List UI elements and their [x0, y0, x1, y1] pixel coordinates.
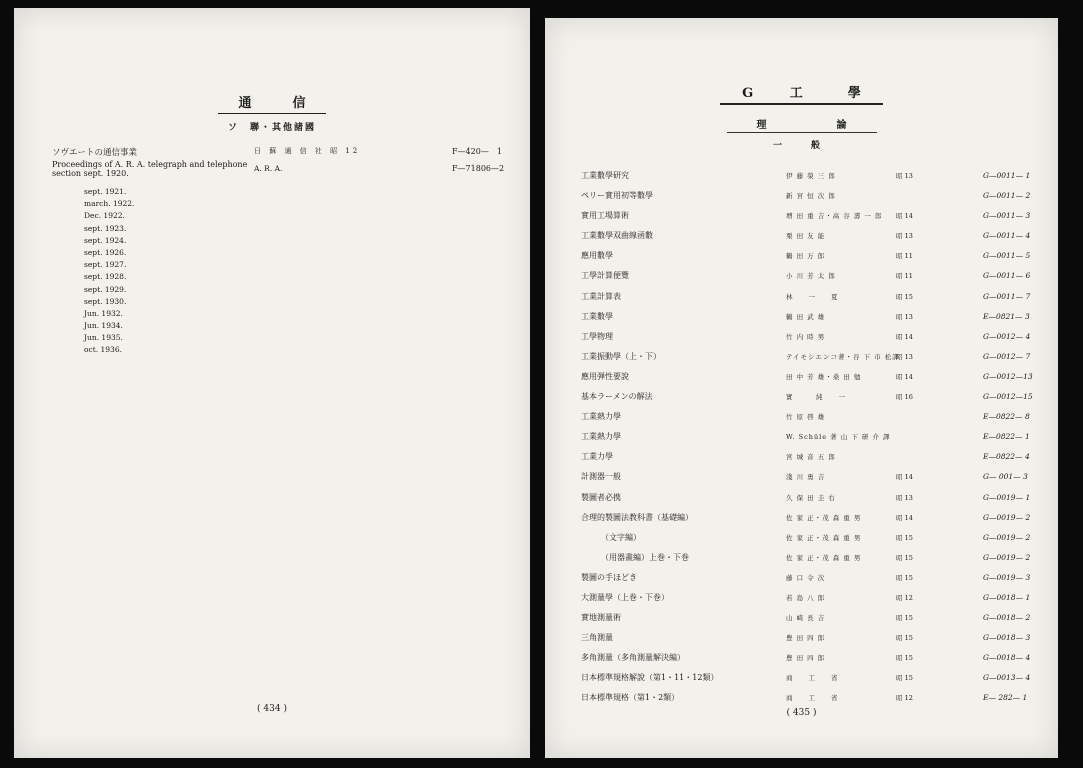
catalog-row — [581, 307, 1051, 327]
entry-author: 佐 家 正・茂 森 重 男 — [786, 513, 862, 522]
entry-year: 昭 14 — [896, 513, 913, 522]
entry-call-number: G—0012— 4 — [983, 331, 1031, 341]
entry-call-number: E—0822— 8 — [983, 412, 1030, 422]
entry-call-number: G—0018— 2 — [983, 613, 1031, 623]
issue-date: sept. 1923. — [84, 223, 127, 233]
entry-year: 昭 15 — [896, 674, 913, 683]
catalog-row — [581, 488, 1051, 508]
catalog-row — [581, 327, 1051, 347]
entry-title: 日本標準規格解說（第1・11・12類） — [581, 673, 719, 683]
entry-title: 實地測量術 — [581, 613, 621, 623]
catalog-row — [581, 467, 1051, 487]
entry-call-number: G—0011— 6 — [983, 271, 1031, 281]
entry-author: W. Schüle 著 山 下 研 介 譯 — [786, 433, 891, 442]
entry-call-number: G—0019— 2 — [983, 552, 1031, 562]
entry-call-number: G—0011— 2 — [983, 191, 1031, 201]
catalog-row — [581, 427, 1051, 447]
entry-call-number: G—0013— 4 — [983, 673, 1031, 683]
entry-call-number: G—0018— 4 — [983, 653, 1031, 663]
entry-year: 昭 15 — [896, 292, 913, 301]
issue-date: oct. 1936. — [84, 345, 122, 355]
entry-author: 田 中 芳 雄・桑 田 勉 — [786, 372, 862, 381]
entry-year: 昭 14 — [896, 212, 913, 221]
entry-call-number: G—0019— 2 — [983, 532, 1031, 542]
entry-call-number: E—0821— 3 — [983, 311, 1030, 321]
entry-author: 竹 内 時 男 — [786, 332, 826, 341]
section-subtitle: ソ 聯・其他諸國 — [227, 123, 316, 133]
entry-author: 久 保 田 圭 右 — [786, 493, 836, 502]
entry-title: 應用數學 — [581, 251, 613, 261]
entry-year: 昭 14 — [896, 332, 913, 341]
entry-author: テイモシエンコ著・谷 下 市 松譯 — [786, 352, 900, 361]
catalog-row — [581, 648, 1051, 668]
entry-call-number: E—0822— 4 — [983, 452, 1030, 462]
issue-date: Jun. 1935. — [84, 333, 123, 343]
issue-date: sept. 1921. — [84, 187, 127, 196]
entry-author: 増 田 重 吉・高 谷 壽 一 郎 — [786, 212, 883, 221]
entry-call-number: G—0012— 7 — [983, 351, 1031, 361]
entry-title: 工學物理 — [581, 331, 613, 341]
issue-date: sept. 1930. — [84, 296, 127, 306]
entry-year: 昭 15 — [896, 533, 913, 542]
entry-year: 昭 11 — [896, 272, 913, 281]
entry-author: 小 川 芳 太 郎 — [786, 272, 836, 281]
entry-title: ペリー實用初等數學 — [581, 191, 653, 201]
catalog-row — [581, 608, 1051, 628]
catalog-row — [581, 387, 1051, 407]
entry-year: 昭 13 — [896, 352, 913, 361]
catalog-row — [581, 206, 1051, 226]
catalog-row — [581, 668, 1051, 688]
entry-author: 伊 藤 榮 三 郎 — [786, 172, 836, 180]
entry-author: 商 工 省 — [786, 694, 839, 703]
catalog-row — [581, 226, 1051, 246]
entry-call-number: G—0018— 1 — [983, 592, 1031, 602]
entry-year: 昭 14 — [896, 372, 913, 381]
catalog-row — [581, 367, 1051, 387]
catalog-row — [581, 528, 1051, 548]
entry-title: 工業熱力學 — [581, 432, 621, 442]
entry-author: 豊 田 四 郎 — [786, 634, 826, 643]
entry-title: ソヴエートの通信事業 — [52, 148, 138, 158]
entry-publisher: A. R. A. — [254, 164, 283, 173]
entry-author: 若 島 八 郎 — [786, 593, 826, 602]
catalog-row — [581, 407, 1051, 427]
entry-title: 多角測量（多角測量解決編） — [581, 653, 685, 663]
catalog-row — [581, 166, 1051, 186]
entry-year: 昭 15 — [896, 634, 913, 643]
issue-date: Jun. 1934. — [84, 321, 123, 331]
section-subtitle: 理 論 — [545, 116, 1058, 131]
entry-author: 新 宮 恒 次 郎 — [786, 192, 836, 201]
entry-author: 鶴 田 万 郎 — [786, 252, 826, 261]
section-title: 通 信 — [14, 92, 530, 111]
entry-call-number: G—0012—13 — [983, 371, 1033, 381]
entry-year: 昭 12 — [896, 694, 913, 703]
issue-date: sept. 1927. — [84, 260, 127, 270]
entry-year: 昭 15 — [896, 573, 913, 582]
entry-title: 三角測量 — [581, 633, 613, 643]
left-page — [14, 8, 530, 758]
entry-call-number: G—0011— 7 — [983, 291, 1031, 301]
entry-year: 昭 13 — [896, 493, 913, 502]
entry-publisher: 日 蘇 通 信 社 昭 12 — [254, 147, 361, 155]
entry-author: 實 純 一 — [786, 393, 846, 402]
entry-author: 淺 川 勇 吉 — [786, 473, 826, 482]
entry-title: 工業數學研究 — [581, 171, 629, 180]
entry-call-number: G— 001— 3 — [983, 472, 1028, 482]
entry-title: 基本ラーメンの解法 — [581, 392, 653, 402]
page-number: ( 434 ) — [257, 704, 287, 714]
entry-call-number: G—0012—15 — [983, 392, 1033, 402]
entry-year: 昭 16 — [896, 393, 913, 402]
issue-date-list — [84, 186, 134, 357]
entry-title: 工業力學 — [581, 452, 613, 462]
issue-date: sept. 1926. — [84, 247, 127, 257]
issue-date: Jun. 1932. — [84, 308, 123, 318]
entry-call-number: E— 282— 1 — [983, 693, 1028, 703]
entry-year: 昭 14 — [896, 473, 913, 482]
entry-title: 計測器一般 — [581, 472, 621, 482]
entry-title: 工業數學双曲線函數 — [581, 231, 653, 241]
issue-date: march. 1922. — [84, 199, 135, 209]
catalog-row — [581, 628, 1051, 648]
entry-title: 合理的製圖法教科書（基礎編） — [581, 512, 693, 522]
entry-title: 實用工場算術 — [581, 211, 629, 221]
catalog-row — [581, 186, 1051, 206]
entry-call-number: G—0019— 2 — [983, 512, 1031, 522]
catalog-row — [581, 287, 1051, 307]
entry-year: 昭 13 — [896, 232, 913, 241]
page-number: ( 435 ) — [786, 708, 817, 718]
right-page — [545, 18, 1058, 758]
entry-title: Proceedings of A. R. A. telegraph and telephone section sept. 1920. — [52, 160, 248, 178]
catalog-row — [581, 246, 1051, 266]
section-subheading: 一 般 — [772, 141, 830, 151]
catalog-row — [581, 447, 1051, 467]
entry-call-number: E—0822— 1 — [983, 432, 1030, 442]
entry-author: 豊 田 四 郎 — [786, 654, 826, 663]
entry-title: 工學計算便覽 — [581, 271, 629, 281]
catalog-row — [581, 548, 1051, 568]
entry-author: 藤 口 令 次 — [786, 573, 826, 582]
entry-title: 製圖者必携 — [581, 492, 621, 502]
entry-year: 昭 12 — [896, 593, 913, 602]
entry-call-number: F—420— 1 — [452, 147, 502, 156]
catalog-row — [581, 568, 1051, 588]
entry-author: 林 一 夏 — [786, 292, 839, 301]
entry-call-number: G—0011— 5 — [983, 251, 1031, 261]
entry-call-number: G—0011— 1 — [983, 171, 1031, 180]
entry-year: 昭 15 — [896, 614, 913, 623]
entry-title: 製圖の手ほどき — [581, 572, 637, 582]
entry-author: 佐 家 正・茂 森 重 男 — [786, 553, 862, 562]
catalog-row — [581, 688, 1051, 708]
entry-title: 工業數學 — [581, 311, 613, 321]
entry-author: 佐 家 正・茂 森 重 男 — [786, 533, 862, 542]
entry-year: 昭 15 — [896, 654, 913, 663]
entry-year: 昭 13 — [896, 172, 913, 180]
entry-title: （用器畫編）上巻・下巻 — [601, 552, 689, 562]
entry-title: 大測量學（上巻・下巻） — [581, 592, 669, 602]
entry-title: 應用弾性要說 — [581, 371, 629, 381]
entry-author: 栗 田 友 能 — [786, 232, 826, 241]
catalog-row — [581, 347, 1051, 367]
entry-title: 日本標準規格（第1・2類） — [581, 693, 680, 703]
entry-author: 宮 城 音 五 郎 — [786, 453, 836, 462]
entry-call-number: G—0018— 3 — [983, 633, 1031, 643]
section-title: G 工 學 — [545, 82, 1058, 101]
issue-date: sept. 1929. — [84, 284, 127, 294]
entry-author: 竹 原 啓 雄 — [786, 413, 826, 422]
entry-year: 昭 11 — [896, 252, 913, 261]
catalog-entries — [581, 166, 1051, 709]
entry-call-number: G—0019— 1 — [983, 492, 1031, 502]
entry-author: 鶴 田 武 雄 — [786, 312, 826, 321]
entry-title: 工業振動學（上・下） — [581, 351, 661, 361]
entry-call-number: G—0011— 4 — [983, 231, 1031, 241]
entry-call-number: G—0019— 3 — [983, 572, 1031, 582]
entry-call-number: F—71806—2 — [452, 164, 505, 173]
issue-date: Dec. 1922. — [84, 211, 125, 221]
catalog-row — [581, 508, 1051, 528]
entry-title: 工業熱力學 — [581, 412, 621, 422]
entry-title: 工業計算表 — [581, 291, 621, 301]
entry-year: 昭 15 — [896, 553, 913, 562]
entry-author: 山 崎 長 吉 — [786, 614, 826, 623]
catalog-row — [581, 266, 1051, 286]
entry-year: 昭 13 — [896, 312, 913, 321]
issue-date: sept. 1928. — [84, 272, 127, 282]
entry-call-number: G—0011— 3 — [983, 211, 1031, 221]
catalog-row — [581, 588, 1051, 608]
entry-title: （文字編） — [601, 532, 641, 542]
issue-date: sept. 1924. — [84, 235, 127, 245]
entry-author: 商 工 省 — [786, 674, 839, 683]
